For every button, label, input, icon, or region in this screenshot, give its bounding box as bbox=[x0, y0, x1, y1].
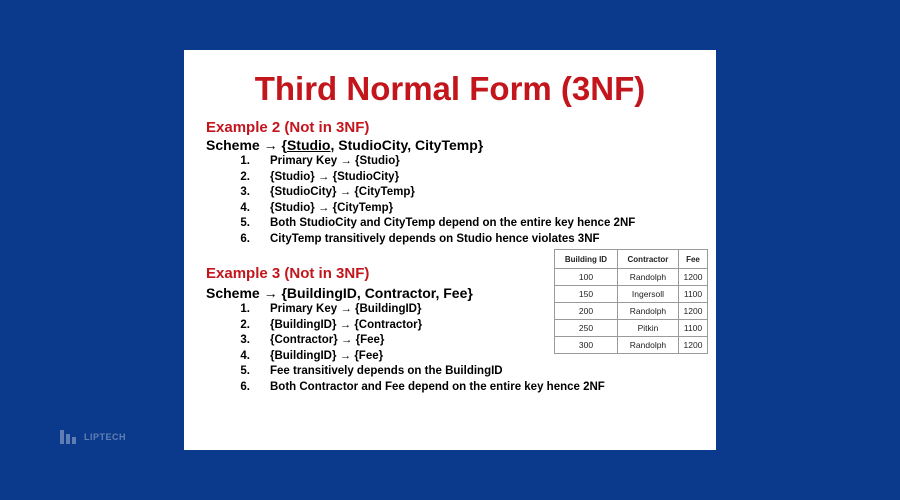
item-text: Both Contractor and Fee depend on the entire key hence 2NF bbox=[270, 380, 605, 393]
item-number: 5. bbox=[240, 217, 250, 229]
list-item bbox=[206, 154, 635, 170]
item-text: {BuildingID} → {Contractor} bbox=[270, 318, 423, 331]
item-number: 4. bbox=[240, 201, 250, 214]
item-text: Primary Key → {Studio} bbox=[270, 155, 400, 167]
table-row bbox=[555, 337, 708, 354]
list-item bbox=[206, 185, 635, 201]
table-row bbox=[555, 303, 708, 320]
brand-name: LIPTECH bbox=[84, 432, 127, 442]
list-item bbox=[206, 170, 635, 186]
item-number: 1. bbox=[240, 155, 250, 167]
scheme-rest: , StudioCity, CityTemp} bbox=[330, 137, 484, 153]
item-text: {Studio} → {StudioCity} bbox=[270, 170, 400, 183]
item-number: 3. bbox=[240, 334, 250, 346]
table-cell: 250 bbox=[555, 320, 618, 337]
table-header-row bbox=[555, 250, 708, 269]
item-number: 4. bbox=[240, 349, 250, 362]
item-text: {BuildingID} → {Fee} bbox=[270, 349, 384, 362]
list-item bbox=[206, 318, 605, 334]
column-header-building-id: Building ID bbox=[555, 250, 618, 269]
item-text: {Contractor} → {Fee} bbox=[270, 334, 385, 346]
item-number: 5. bbox=[240, 365, 250, 377]
item-text: Primary Key → {BuildingID} bbox=[270, 303, 422, 315]
example-3-scheme: Scheme → {BuildingID, Contractor, Fee} bbox=[206, 285, 473, 301]
item-text: {Studio} → {CityTemp} bbox=[270, 201, 394, 214]
liptech-logo-icon bbox=[58, 426, 80, 448]
example-3-heading: Example 3 (Not in 3NF) bbox=[206, 265, 370, 282]
table-cell: 1200 bbox=[678, 269, 707, 286]
table-cell: 1200 bbox=[678, 337, 707, 354]
item-number: 2. bbox=[240, 318, 250, 331]
item-text: CityTemp transitively depends on Studio hence violates 3NF bbox=[270, 232, 600, 245]
list-item bbox=[206, 333, 605, 349]
item-number: 6. bbox=[240, 380, 250, 393]
example-2-list bbox=[206, 154, 635, 247]
table-row bbox=[555, 286, 708, 303]
item-number: 3. bbox=[240, 186, 250, 198]
table-cell: 300 bbox=[555, 337, 618, 354]
table-cell: 1100 bbox=[678, 320, 707, 337]
table-cell: 1200 bbox=[678, 303, 707, 320]
scheme-prefix: Scheme → { bbox=[206, 137, 287, 153]
item-text: Both StudioCity and CityTemp depend on the entire key hence 2NF bbox=[270, 217, 636, 229]
list-item bbox=[206, 380, 605, 396]
list-item bbox=[206, 201, 635, 217]
item-number: 6. bbox=[240, 232, 250, 245]
table-cell: Randolph bbox=[617, 303, 678, 320]
table-cell: 200 bbox=[555, 303, 618, 320]
scheme-key: Studio bbox=[286, 137, 331, 153]
item-number: 1. bbox=[240, 303, 250, 315]
slide bbox=[184, 50, 716, 450]
table-cell: 100 bbox=[555, 269, 618, 286]
list-item bbox=[206, 349, 605, 365]
table-cell: Pitkin bbox=[617, 320, 678, 337]
table-cell: Randolph bbox=[617, 337, 678, 354]
building-fee-table bbox=[554, 249, 708, 354]
example-2-heading: Example 2 (Not in 3NF) bbox=[206, 119, 370, 136]
list-item bbox=[206, 232, 635, 248]
table-row bbox=[555, 320, 708, 337]
column-header-fee: Fee bbox=[678, 250, 707, 269]
example-2-scheme bbox=[206, 137, 483, 153]
table-cell: 150 bbox=[555, 286, 618, 303]
list-item bbox=[206, 364, 605, 380]
list-item bbox=[206, 216, 635, 232]
brand-logo bbox=[58, 426, 126, 448]
item-text: Fee transitively depends on the BuildingID bbox=[270, 365, 503, 377]
table-cell: Ingersoll bbox=[617, 286, 678, 303]
column-header-contractor: Contractor bbox=[617, 250, 678, 269]
list-item bbox=[206, 302, 605, 318]
table-cell: Randolph bbox=[617, 269, 678, 286]
table-cell: 1100 bbox=[678, 286, 707, 303]
table-row bbox=[555, 269, 708, 286]
example-3-list bbox=[206, 302, 605, 395]
item-number: 2. bbox=[240, 170, 250, 183]
item-text: {StudioCity} → {CityTemp} bbox=[270, 186, 415, 198]
slide-title: Third Normal Form (3NF) bbox=[254, 70, 646, 107]
